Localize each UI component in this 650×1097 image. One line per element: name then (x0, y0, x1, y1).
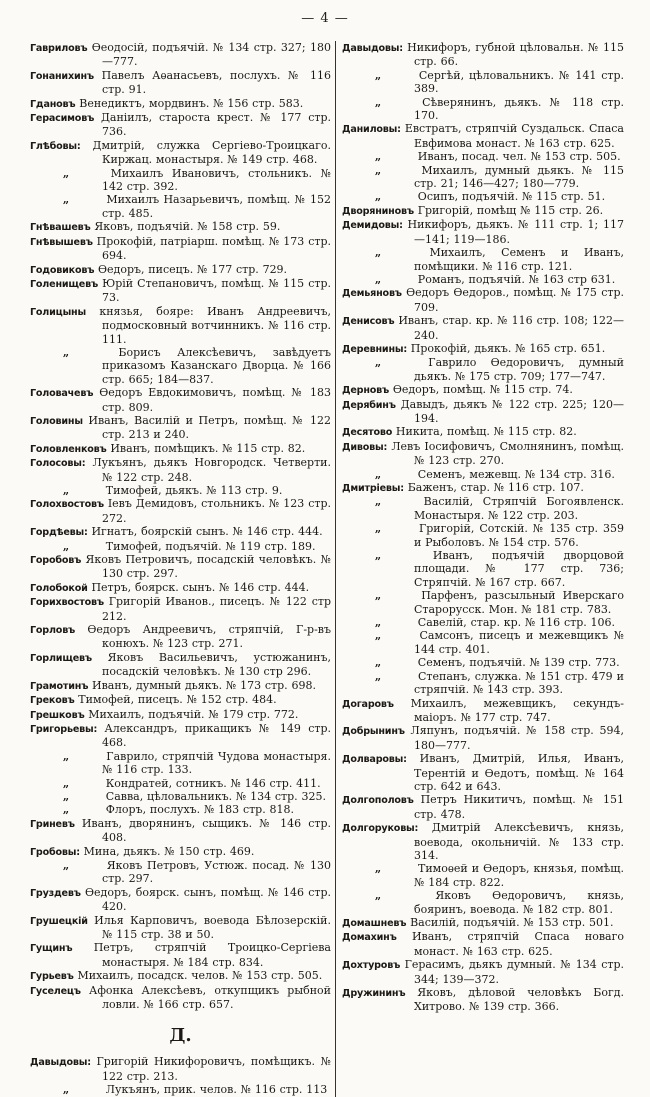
entry-text: Иванъ, дворянинъ, сыщикъ. № 146 стр. 408. (81, 816, 332, 845)
entry-surname: Григорьевы: (30, 723, 98, 735)
entry-text: Тимоѳей и Ѳедоръ, князья, помѣщ. № 184 стр. 822. (414, 862, 624, 889)
entry-surname: Дивовы: (342, 441, 388, 453)
index-entry (30, 497, 331, 525)
entry-text: Петръ, боярск. сынъ. № 146 стр. 444. (91, 580, 310, 594)
entry-surname: Голохвостовъ (30, 499, 104, 511)
index-entry (30, 386, 331, 414)
index-entry (342, 342, 624, 356)
index-entry (30, 414, 331, 442)
entry-surname: Головины (30, 415, 83, 427)
index-entry (342, 793, 624, 821)
entry-surname: Долгополовъ (342, 795, 414, 807)
entry-surname: Глѣбовы: (30, 140, 81, 152)
entry-text: Лукъянъ, дьякъ Новгородск. Четверти. № 122 стр. 248. (92, 456, 332, 484)
ditto-mark: „ (374, 467, 382, 481)
entry-surname: Даниловы: (342, 124, 401, 136)
entry-text: Михаилъ, межевщикъ, секундъ-маіоръ. № 177 стр. 747. (410, 696, 625, 724)
index-entry (30, 581, 331, 595)
index-entry (30, 456, 331, 484)
index-entry (342, 190, 624, 203)
index-entry (342, 821, 624, 862)
entry-surname: Десятово (342, 427, 393, 439)
index-entry (30, 803, 331, 816)
index-entry (30, 139, 331, 167)
ditto-mark: „ (374, 163, 382, 177)
entry-surname: Денисовъ (342, 316, 395, 328)
entry-surname: Добрынинъ (342, 726, 405, 738)
entry-text: Ѳедоръ, помѣщ. № 115 стр. 74. (392, 383, 573, 397)
entry-text: Григорій Иванов., писецъ. № 122 стр 212. (102, 595, 331, 623)
ditto-mark: „ (62, 166, 70, 180)
entry-surname: Горобовъ (30, 555, 82, 567)
index-entry (342, 495, 624, 522)
ditto-mark: „ (374, 95, 382, 109)
entry-surname: Давыдовы: (342, 43, 403, 54)
entry-surname: Гордѣевы: (30, 527, 88, 539)
entry-surname: Давыдовы: (30, 1057, 91, 1069)
index-entry (342, 356, 624, 383)
entry-text: Парфенъ, разсыльный Иверскаго Старорусск. Мон. № 181 стр. 783. (414, 589, 624, 616)
entry-surname: Гнѣвышевъ (30, 236, 93, 248)
entry-text: Яковъ Петровичъ, посадскій человѣкъ. № 130 стр. 297. (85, 553, 332, 581)
entry-text: Иванъ, посад. чел. № 153 стр. 505. (417, 150, 621, 164)
entry-text: Семенъ, подъячій. № 139 стр. 773. (417, 656, 620, 670)
index-entry (342, 522, 624, 549)
entry-text: Гаврило Ѳедоровичъ, думный дьякъ. № 175 стр. 709; 177—747. (414, 356, 624, 383)
entry-text: Василій, подъячій. № 153 стр. 501. (410, 916, 614, 929)
index-entry (342, 916, 624, 930)
entry-surname: Дерябинъ (342, 399, 396, 411)
index-entry (30, 167, 331, 194)
index-entry (342, 204, 624, 218)
index-entry (30, 1083, 331, 1096)
index-entry (342, 122, 624, 150)
entry-text: Иванъ, стар. кр. № 116 стр. 108; 122—240. (398, 314, 625, 342)
index-entry (30, 346, 331, 386)
entry-text: Гаврило, стряпчій Чудова монастыря. № 116 стр. 133. (102, 749, 331, 777)
entry-text: Иванъ, стряпчій Спаса новаго монаст. № 163 стр. 625. (411, 930, 625, 958)
index-entry (30, 722, 331, 750)
index-entry (30, 679, 331, 693)
ditto-mark: „ (62, 484, 70, 497)
entry-text: Дмитрій Алексѣевичъ, князь, воевода, окольничій. № 133 стр. 314. (414, 821, 624, 862)
entry-text: Романъ, подъячій. № 163 стр 631. (417, 272, 616, 286)
index-entry (342, 383, 624, 397)
ditto-mark: „ (62, 193, 70, 207)
entry-text: Никита, помѣщ. № 115 стр. 82. (395, 425, 577, 439)
entry-text: Прокофій, дьякъ. № 165 стр. 651. (410, 341, 606, 355)
entry-text: Василій, Стряпчій Богоявленск. Монастыря. № 122 стр. 203. (414, 495, 624, 522)
entry-text: Кондратей, сотникъ. № 146 стр. 411. (105, 776, 321, 790)
index-entry (342, 314, 624, 342)
entry-text: Осипъ, подъячій. № 115 стр. 51. (417, 190, 606, 204)
entry-text: Ѳеодосій, подъячій. № 134 стр. 327; 180—777. (91, 41, 331, 69)
index-entry (342, 862, 624, 889)
entry-text: Михаилъ Назарьевичъ, помѣщ. № 152 стр. 485. (102, 193, 331, 220)
index-entry (30, 777, 331, 790)
entry-surname: Гурьевъ (30, 971, 74, 983)
index-entry (342, 958, 624, 986)
entry-text: Ѳедоръ Евдокимовичъ, помѣщ. № 183 стр. 809. (99, 386, 332, 414)
index-entry (30, 277, 331, 305)
index-entry (30, 525, 331, 539)
entry-text: Григорій, помѣщ № 115 стр. 26. (417, 203, 604, 217)
entry-surname: Догаровъ (342, 698, 394, 710)
entry-surname: Демидовы: (342, 220, 403, 232)
entry-text: Тимофей, писецъ. № 152 стр. 484. (78, 693, 277, 707)
index-entry (30, 111, 331, 139)
index-entry (342, 41, 624, 69)
entry-text: Флоръ, послухъ. № 183 стр. 818. (105, 803, 295, 817)
index-entry (30, 941, 331, 969)
entry-text: Петръ, стряпчій Троицко-Сергіева монастыря. № 184 стр. 834. (93, 941, 331, 969)
index-entry (342, 481, 624, 495)
index-entry (342, 96, 624, 123)
ditto-mark: „ (374, 246, 382, 260)
entry-text: Яковъ, дѣловой человѣкъ Богд. Хитрово. № 139 стр. 366. (414, 986, 624, 1014)
entry-surname: Голобокой (30, 582, 88, 594)
entry-surname: Грешковъ (30, 709, 85, 721)
index-entry (342, 986, 624, 1014)
entry-text: Иванъ, Дмитрій, Илья, Иванъ, Терентій и Ѳедотъ, помѣщ. № 164 стр. 642 и 643. (414, 752, 625, 793)
entry-surname: Гонанихинъ (30, 70, 94, 82)
entry-text: Михаилъ, посадск. челов. № 153 стр. 505. (77, 969, 323, 983)
entry-surname: Гдановъ (30, 98, 76, 110)
index-entry (30, 220, 331, 234)
entry-text: Михаилъ, Семенъ и Иванъ, помѣщики. № 116 стр. 121. (414, 246, 624, 273)
index-entry (30, 984, 331, 1012)
entry-surname: Демьяновъ (342, 288, 402, 300)
entry-surname: Дерновъ (342, 385, 390, 397)
index-entry (30, 708, 331, 722)
index-entry (342, 930, 624, 958)
ditto-mark: „ (374, 356, 382, 370)
column-right (335, 41, 624, 1097)
entry-surname: Гробовы: (30, 846, 80, 858)
ditto-mark: „ (374, 629, 382, 643)
ditto-mark: „ (62, 858, 70, 872)
entry-text: Савва, цѣловальникъ. № 134 стр. 325. (105, 789, 326, 803)
index-entry (342, 69, 624, 96)
entry-surname: Герасимовъ (30, 113, 95, 125)
index-entry (342, 273, 624, 286)
entry-text: Игнатъ, боярскій сынъ. № 146 стр. 444. (91, 525, 323, 539)
ditto-mark: „ (62, 1083, 70, 1097)
index-entry (342, 286, 624, 314)
index-entry (30, 442, 331, 456)
ditto-mark: „ (374, 68, 382, 82)
ditto-mark: „ (374, 669, 382, 683)
entry-surname: Годовиковъ (30, 264, 95, 276)
entry-surname: Домахинъ (342, 932, 397, 944)
entry-text: Семенъ, межевщ. № 134 стр. 316. (417, 467, 615, 481)
ditto-mark: „ (374, 889, 382, 903)
index-entry (30, 1055, 331, 1083)
index-entry (342, 150, 624, 163)
entry-text: Ляпунъ, подъячій. № 158 стр. 594, 180—777. (410, 724, 625, 752)
entry-text: Савелій, стар. кр. № 116 стр. 106. (417, 616, 616, 630)
entry-surname: Гавриловъ (30, 43, 88, 54)
entry-text: Яковъ Васильевичъ, устюжанинъ, посадскій человѣкъ. № 130 стр 296. (102, 650, 332, 679)
entry-text: Александръ, прикащикъ № 149 стр. 468. (102, 721, 331, 750)
entry-text: Григорій, Сотскій. № 135 стр. 359 и Рыболовъ. № 154 стр. 576. (414, 522, 624, 549)
entry-text: Яковъ Петровъ, Устюж. посад. № 130 стр. 297. (102, 858, 332, 886)
ditto-mark: „ (374, 549, 382, 563)
index-entry (342, 425, 624, 439)
ditto-mark: „ (374, 522, 382, 536)
entry-text: Герасимъ, дьякъ думный. № 134 стр. 344; 139—372. (404, 958, 625, 986)
entry-surname: Головленковъ (30, 443, 107, 455)
index-entry (30, 41, 331, 69)
entry-surname: Грушецкій (30, 915, 88, 927)
index-entry (30, 540, 331, 553)
entry-text: Давыдъ, дьякъ № 122 стр. 225; 120—194. (400, 397, 624, 425)
entry-text: Илья Карповичъ, воевода Бѣлозерскій. № 115 стр. 38 и 50. (94, 913, 331, 941)
entry-text: Мина, дьякъ. № 150 стр. 469. (83, 844, 255, 858)
index-entry (342, 889, 624, 916)
index-entry (342, 656, 624, 669)
index-entry (30, 651, 331, 679)
index-entry (342, 246, 624, 273)
entry-text: Тимофей, дьякъ. № 113 стр. 9. (105, 484, 283, 497)
entry-surname: Долваровы: (342, 754, 407, 766)
entry-text: Иванъ, Василій и Петръ, помѣщ. № 122 стр. 213 и 240. (88, 413, 331, 442)
entry-surname: Грамотинъ (30, 680, 89, 692)
ditto-mark: „ (374, 589, 382, 603)
entry-text: Баженъ, стар. № 116 стр. 107. (407, 481, 584, 494)
ditto-mark: „ (62, 789, 70, 803)
ditto-mark: „ (374, 495, 382, 509)
index-entry (342, 670, 624, 697)
entry-text: Павелъ Аѳанасьевъ, послухъ. № 116 стр. 91. (101, 68, 332, 97)
ditto-mark: „ (374, 190, 382, 204)
index-entry (30, 553, 331, 581)
entry-surname: Груздевъ (30, 887, 81, 899)
entry-text: Сѣверянинъ, дьякъ. № 118 стр. 170. (414, 95, 625, 123)
entry-surname: Гнѣвашевъ (30, 222, 91, 234)
entry-text: Никифоръ, губной цѣловальн. № 115 стр. 66. (407, 41, 624, 69)
entry-text: Венедиктъ, мордвинъ. № 156 стр. 583. (79, 96, 304, 110)
entry-surname: Головачевъ (30, 388, 94, 400)
entry-text: Евстратъ, стряпчій Суздальск. Спаса Евфимова монаст. № 163 стр. 625. (404, 122, 624, 150)
index-entry (30, 886, 331, 914)
ditto-mark: „ (374, 272, 382, 286)
entry-surname: Дохтуровъ (342, 960, 401, 972)
entry-text: Михаилъ, подъячій. № 179 стр. 772. (88, 707, 299, 721)
entry-text: Михаилъ, думный дьякъ. № 115 стр. 21; 146—427; 180—779. (414, 163, 624, 191)
section-heading: Д. (169, 1025, 192, 1047)
index-entry (342, 724, 624, 752)
entry-text: Степанъ, служка. № 151 стр. 479 и стряпчій. № 143 стр. 393. (414, 669, 624, 697)
entry-text: Іевъ Демидовъ, стольникъ. № 123 стр. 272. (102, 497, 331, 525)
entry-surname: Гуселецъ (30, 985, 81, 997)
index-entry (30, 235, 331, 263)
entry-text: Иванъ, помѣщикъ. № 115 стр. 82. (110, 441, 306, 455)
ditto-mark: „ (374, 616, 382, 630)
ditto-mark: „ (62, 776, 70, 790)
ditto-mark: „ (62, 749, 70, 763)
index-entry (30, 97, 331, 111)
index-entry (30, 69, 331, 97)
entry-surname: Домашневъ (342, 918, 407, 929)
entry-text: Борисъ Алексѣевичъ, завѣдуетъ приказомъ Казанскаго Дворца. № 166 стр. 665; 184—837. (102, 345, 332, 386)
entry-text: Ѳедоръ Ѳедоров., помѣщ. № 175 стр. 709. (406, 286, 624, 314)
entry-surname: Дмитріевы: (342, 483, 404, 494)
index-entry (342, 164, 624, 191)
index-entry (30, 750, 331, 777)
index-entry (30, 817, 331, 845)
entry-text: Михаилъ Ивановичъ, стольникъ. № 142 стр. 392. (102, 166, 331, 194)
entry-surname: Голицыны (30, 306, 86, 318)
entry-surname: Голенищевъ (30, 278, 98, 290)
entry-text: Иванъ, думный дьякъ. № 173 стр. 698. (92, 678, 316, 692)
entry-surname: Долгоруковы: (342, 823, 419, 835)
entry-text: Григорій Никифоровичъ, помѣщикъ. № 122 стр. 213. (96, 1055, 331, 1083)
index-entry (30, 790, 331, 803)
entry-text: Ѳедоръ, писецъ. № 177 стр. 729. (98, 262, 288, 276)
entry-text: Лукъянъ, прик. челов. № 116 стр. 113 (105, 1083, 328, 1097)
entry-text: Афонка Алексѣевъ, откупщикъ рыбной ловли. № 166 стр. 657. (88, 983, 331, 1012)
index-entry (30, 693, 331, 707)
entry-surname: Деревнины: (342, 343, 407, 355)
entry-text: Никифоръ, дьякъ. № 111 стр. 1; 117—141; 119—186. (407, 218, 625, 246)
entry-text: Иванъ, подъячій дворцовой площади. № 177 стр. 736; Стряпчій. № 167 стр. 667. (414, 549, 624, 589)
entry-text: князья, бояре: Иванъ Андреевичъ, подмосковный вотчинникъ. № 116 стр. 111. (99, 304, 331, 346)
entry-text: Даніилъ, староста крест. № 177 стр. 736. (100, 111, 331, 139)
index-entry (342, 629, 624, 656)
index-entry (342, 549, 624, 589)
index-entry (30, 305, 331, 346)
entry-text: Самсонъ, писецъ и межевщикъ № 144 стр. 401. (414, 629, 625, 656)
entry-surname: Гриневъ (30, 818, 75, 830)
page-number: — 4 — (301, 11, 349, 26)
index-entry (342, 218, 624, 246)
index-entry (30, 595, 331, 623)
entry-surname: Горловъ (30, 625, 76, 637)
index-entry (30, 859, 331, 886)
index-entry (30, 914, 331, 942)
index-entry (342, 398, 624, 426)
entry-text: Левъ Іосифовичъ, Смолнянинъ, помѣщ. № 123 стр. 270. (391, 439, 625, 468)
ditto-mark: „ (374, 150, 382, 164)
entry-text: Дмитрій, служка Сергіево-Троицкаго. Киржац. монастыря. № 149 стр. 468. (92, 138, 331, 167)
entry-text: Юрій Степановичъ, помѣщ. № 115 стр. 73. (102, 276, 331, 305)
entry-text: Прокофій, патріарш. помѣщ. № 173 стр. 694. (96, 234, 331, 263)
index-entry (342, 697, 624, 725)
index-entry (342, 589, 624, 616)
entry-text: Петръ Никитичъ, помѣщ. № 151 стр. 478. (414, 793, 624, 821)
entry-surname: Грековъ (30, 695, 75, 707)
ditto-mark: „ (62, 345, 70, 359)
ditto-mark: „ (374, 862, 382, 876)
index-entry (342, 752, 624, 793)
index-entry (30, 193, 331, 220)
index-entry (342, 468, 624, 481)
ditto-mark: „ (62, 539, 70, 553)
entry-text: Сергѣй, цѣловальникъ. № 141 стр. 389. (414, 68, 624, 96)
entry-text: Яковъ Ѳедоровичъ, князь, бояринъ, воевода. № 182 стр. 801. (414, 889, 624, 916)
entry-surname: Голосовы: (30, 458, 86, 470)
index-entry (30, 263, 331, 277)
entry-surname: Дружининъ (342, 988, 406, 1000)
index-entry (342, 616, 624, 629)
index-entry (30, 484, 331, 497)
column-left (30, 41, 335, 1097)
entry-surname: Горихвостовъ (30, 597, 104, 609)
entry-surname: Гущинъ (30, 943, 73, 955)
index-entry (342, 440, 624, 468)
entry-text: Яковъ, подъячій. № 158 стр. 59. (94, 220, 281, 234)
ditto-mark: „ (62, 803, 70, 817)
ditto-mark: „ (374, 656, 382, 670)
entry-text: Ѳедоръ Андреевичъ, стряпчій, Г-р-въ конюхъ. № 123 стр. 271. (87, 623, 331, 651)
index-entry (30, 623, 331, 651)
index-content (0, 26, 650, 1097)
index-entry (30, 969, 331, 983)
entry-text: Тимофей, подъячій. № 119 стр. 189. (105, 539, 316, 553)
entry-surname: Горлищевъ (30, 652, 92, 664)
entry-surname: Дворяниновъ (342, 205, 414, 217)
entry-text: Ѳедоръ, боярск. сынъ, помѣщ. № 146 стр. 420. (85, 885, 332, 914)
